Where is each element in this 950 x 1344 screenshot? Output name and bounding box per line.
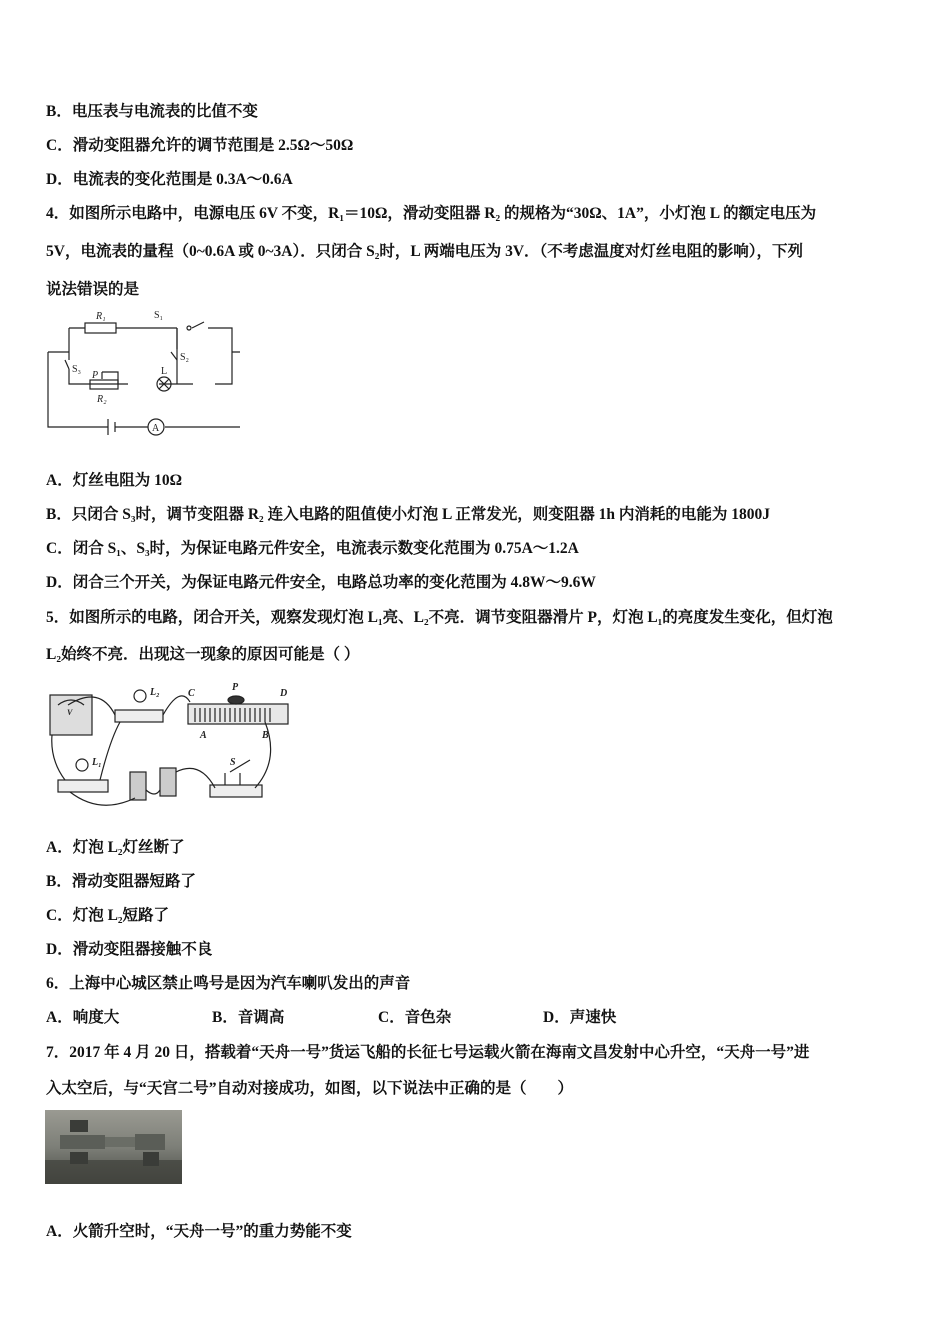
a-label: A <box>200 730 207 741</box>
s3-label: S₃ <box>72 364 82 375</box>
q4-option-c: C．闭合 S₁、S₃时，为保证电路元件安全，电流表示数变化范围为 0.75A～1.2A <box>46 540 579 557</box>
q5-option-b: B．滑动变阻器短路了 <box>46 873 196 890</box>
q4-option-b: B．只闭合 S₃时，调节变阻器 R₂ 连入电路的阻值使小灯泡 L 正常发光，则变阻器 1h 内消耗的电能为 1800J <box>46 506 771 523</box>
l2-label: L₂ <box>150 687 160 698</box>
d-label: D <box>280 688 288 699</box>
q6-option-d: D．声速快 <box>543 1009 617 1026</box>
q6-option-a: A．响度大 <box>46 1009 120 1026</box>
q4-circuit-diagram <box>40 302 240 442</box>
ammeter-label: A <box>152 423 160 434</box>
s2-label: S₂ <box>180 352 190 363</box>
voltmeter-label: V <box>67 708 73 717</box>
q6-option-b: B．音调高 <box>212 1009 285 1026</box>
r2-label: R₂ <box>97 394 107 405</box>
q5-option-a: A．灯泡 L₂灯丝断了 <box>46 839 185 856</box>
l-label: L <box>161 366 168 377</box>
q4-option-a: A．灯丝电阻为 10Ω <box>46 472 182 489</box>
s1-label: S₁ <box>154 310 164 321</box>
q5-option-c: C．灯泡 L₂短路了 <box>46 907 170 924</box>
q3-option-d: D．电流表的变化范围是 0.3A～0.6A <box>46 171 293 188</box>
q4-stem-line-3: 说法错误的是 <box>46 281 140 298</box>
b-label: B <box>262 730 269 741</box>
q3-option-b: B．电压表与电流表的比值不变 <box>46 103 258 120</box>
q6-option-c: C．音色杂 <box>378 1009 452 1026</box>
q5-option-d: D．滑动变阻器接触不良 <box>46 941 213 958</box>
q7-stem-line-1: 7．2017 年 4 月 20 日，搭载着“天舟一号”货运飞船的长征七号运载火箭在海南文昌发射中心升空，“天舟一号”进 <box>46 1044 810 1061</box>
q5-stem-line-1: 5．如图所示的电路，闭合开关，观察发现灯泡 L₁亮、L₂不亮．调节变阻器滑片 P，灯泡 L₁的亮度发生变化，但灯泡 <box>46 609 833 626</box>
q7-spacecraft-photo <box>45 1110 182 1184</box>
q7-option-a: A．火箭升空时，“天舟一号”的重力势能不变 <box>46 1223 352 1240</box>
q4-stem-line-2: 5V，电流表的量程（0~0.6A 或 0~3A）．只闭合 S₂时，L 两端电压为 3V．（不考虑温度对灯丝电阻的影响），下列 <box>46 243 804 260</box>
s-label: S <box>230 757 236 768</box>
q3-option-c: C．滑动变阻器允许的调节范围是 2.5Ω～50Ω <box>46 137 354 154</box>
p-label: P <box>232 682 239 693</box>
r1-label: R₁ <box>96 311 106 322</box>
c-label: C <box>188 688 195 699</box>
p-label: P <box>92 370 99 381</box>
q7-stem-line-2: 入太空后，与“天宫二号”自动对接成功，如图，以下说法中正确的是（ ） <box>46 1080 574 1097</box>
q4-stem-line-1: 4．如图所示电路中，电源电压 6V 不变，R₁＝10Ω，滑动变阻器 R₂ 的规格为“30Ω、1A”，小灯泡 L 的额定电压为 <box>46 205 817 222</box>
q4-option-d: D．闭合三个开关，为保证电路元件安全，电路总功率的变化范围为 4.8W～9.6W <box>46 574 596 591</box>
l1-label: L₁ <box>92 757 102 768</box>
q5-physical-circuit-diagram <box>40 680 310 810</box>
q6-stem: 6．上海中心城区禁止鸣号是因为汽车喇叭发出的声音 <box>46 975 411 992</box>
q5-stem-line-2: L₂始终不亮．出现这一现象的原因可能是（ ） <box>46 646 360 663</box>
